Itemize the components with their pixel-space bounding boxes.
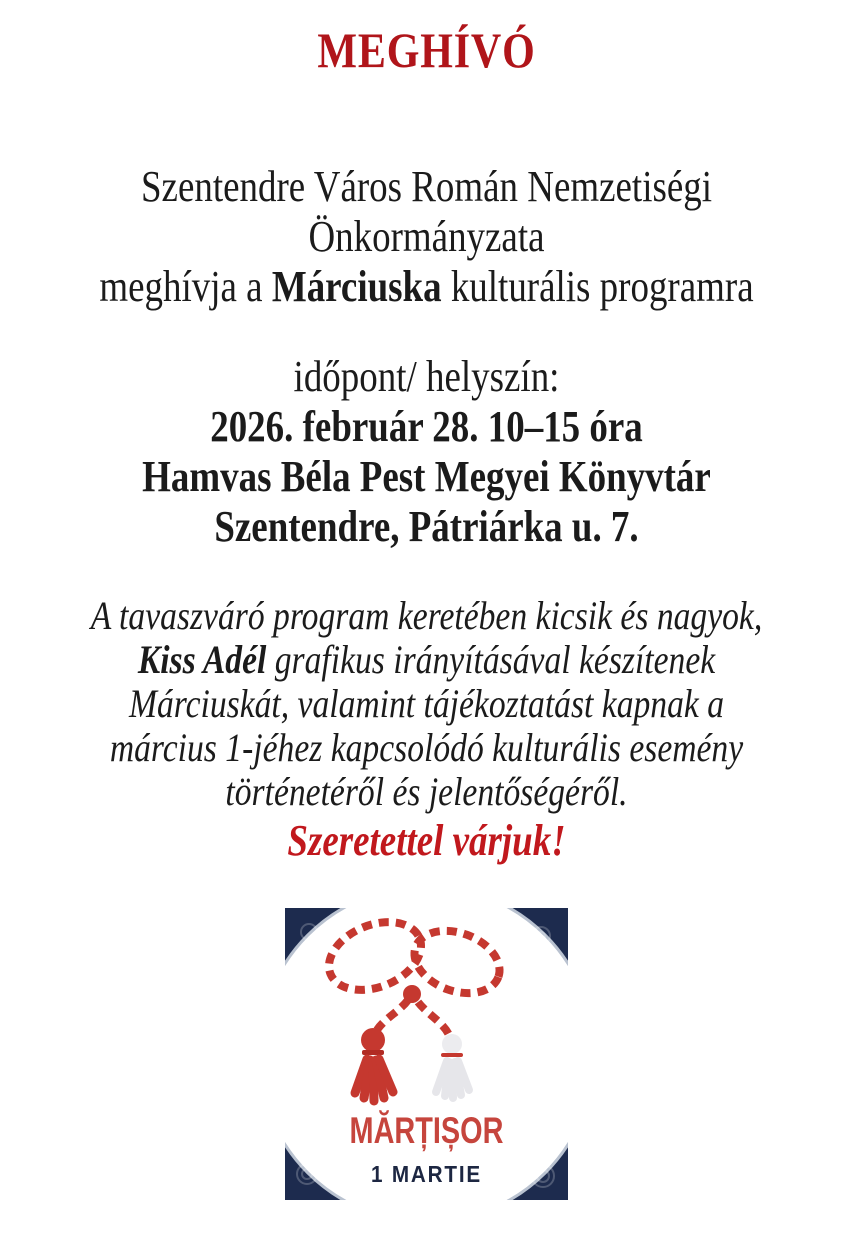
martisor-logo-canvas <box>285 908 568 1200</box>
marciuska-program-name: Márciuska <box>271 262 442 311</box>
white-circle-panel <box>285 908 568 1200</box>
martisor-wordmark: MĂRȚIȘOR <box>349 1110 504 1151</box>
invitation-title: MEGHÍVÓ <box>317 22 536 78</box>
martisor-logo <box>285 908 568 1200</box>
description-line-1: A tavaszváró program keretében kicsik és nagyok, <box>90 593 763 638</box>
bow-knot <box>403 985 421 1003</box>
description-line-2-rest: grafikus irányításával készítenek <box>266 637 716 682</box>
event-datetime: 2026. február 28. 10–15 óra <box>210 402 643 451</box>
event-venue: Hamvas Béla Pest Megyei Könyvtár <box>142 452 711 501</box>
description-line-3: Márciuskát, valamint tájékoztatást kapnak a <box>128 681 725 726</box>
description-paragraph <box>0 594 853 814</box>
intro-paragraph <box>0 162 853 312</box>
description-line-5: történetéről és jelentőségéről. <box>225 769 628 814</box>
kiss-adel-name: Kiss Adél <box>137 637 267 682</box>
intro-line-3-pre: meghívja a <box>99 262 272 311</box>
event-details <box>0 352 853 552</box>
martie-date-label: 1 MARTIE <box>370 1161 483 1187</box>
event-address: Szentendre, Pátriárka u. 7. <box>214 502 639 551</box>
intro-line-2: Önkormányzata <box>308 212 545 261</box>
intro-line-3-post: kulturális programra <box>441 262 754 311</box>
schedule-label: időpont/ helyszín: <box>293 352 560 401</box>
intro-line-1: Szentendre Város Román Nemzetiségi <box>140 162 712 211</box>
description-line-4: március 1-jéhez kapcsolódó kulturális esemény <box>109 725 744 770</box>
closing-message: Szeretettel várjuk! <box>287 816 566 865</box>
intro-line-3 <box>68 262 785 312</box>
description-line-2 <box>68 638 785 682</box>
